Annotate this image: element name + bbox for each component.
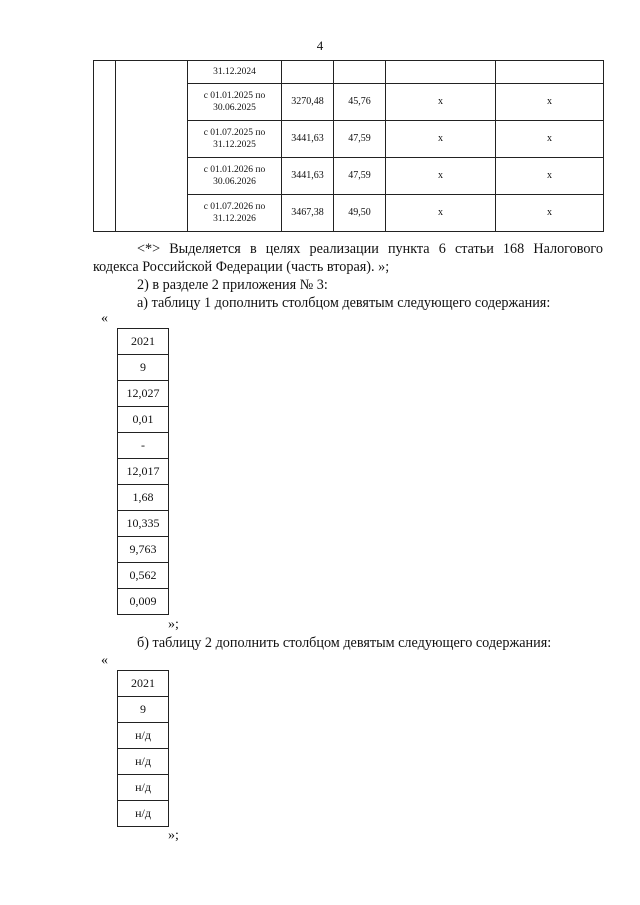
value-cell: 3270,48: [282, 84, 334, 121]
value-cell: х: [496, 121, 604, 158]
period-cell: с 01.07.2026 по 31.12.2026: [188, 195, 282, 232]
close-quote: »;: [168, 617, 179, 632]
table2-column: [117, 670, 169, 827]
column-cell: 2021: [118, 329, 169, 355]
period-cell: с 01.07.2025 по 31.12.2025: [188, 121, 282, 158]
period-cell: 31.12.2024: [188, 61, 282, 84]
footnote-line-1: <*> Выделяется в целях реализации пункта 6 статьи 168 Налогового: [137, 241, 603, 257]
column-cell: 9: [118, 355, 169, 381]
column-cell: 2021: [118, 671, 169, 697]
column-cell: 10,335: [118, 511, 169, 537]
column-cell: 0,009: [118, 589, 169, 615]
column-cell: 1,68: [118, 485, 169, 511]
empty-cell: [94, 61, 116, 232]
column-cell: н/д: [118, 775, 169, 801]
value-cell: [496, 61, 604, 84]
table-row: [94, 61, 604, 84]
tariff-table: [93, 60, 604, 232]
value-cell: х: [386, 121, 496, 158]
value-cell: 45,76: [334, 84, 386, 121]
footnote-line-2: кодекса Российской Федерации (часть вторая). »;: [93, 259, 390, 275]
column-cell: н/д: [118, 749, 169, 775]
column-cell: 12,027: [118, 381, 169, 407]
value-cell: х: [496, 158, 604, 195]
period-cell: с 01.01.2026 по 30.06.2026: [188, 158, 282, 195]
value-cell: х: [496, 195, 604, 232]
close-quote: »;: [168, 828, 179, 843]
period-cell: с 01.01.2025 по 30.06.2025: [188, 84, 282, 121]
value-cell: х: [386, 84, 496, 121]
value-cell: х: [386, 158, 496, 195]
column-cell: 9: [118, 697, 169, 723]
open-quote: «: [101, 653, 108, 668]
open-quote: «: [101, 311, 108, 326]
value-cell: [334, 61, 386, 84]
value-cell: 47,59: [334, 158, 386, 195]
empty-cell: [116, 61, 188, 232]
column-cell: 12,017: [118, 459, 169, 485]
page-number: 4: [316, 38, 324, 53]
column-cell: 0,01: [118, 407, 169, 433]
value-cell: 47,59: [334, 121, 386, 158]
value-cell: 3441,63: [282, 121, 334, 158]
value-cell: 49,50: [334, 195, 386, 232]
value-cell: 3467,38: [282, 195, 334, 232]
item-b-text: б) таблицу 2 дополнить столбцом девятым следующего содержания:: [137, 635, 552, 651]
value-cell: 3441,63: [282, 158, 334, 195]
column-cell: 9,763: [118, 537, 169, 563]
value-cell: [386, 61, 496, 84]
item-a-text: а) таблицу 1 дополнить столбцом девятым следующего содержания:: [137, 295, 551, 311]
column-cell: 0,562: [118, 563, 169, 589]
value-cell: [282, 61, 334, 84]
item-2-text: 2) в разделе 2 приложения № 3:: [137, 277, 328, 293]
value-cell: х: [496, 84, 604, 121]
column-cell: н/д: [118, 801, 169, 827]
column-cell: н/д: [118, 723, 169, 749]
value-cell: х: [386, 195, 496, 232]
column-cell: -: [118, 433, 169, 459]
table1-column: [117, 328, 169, 615]
